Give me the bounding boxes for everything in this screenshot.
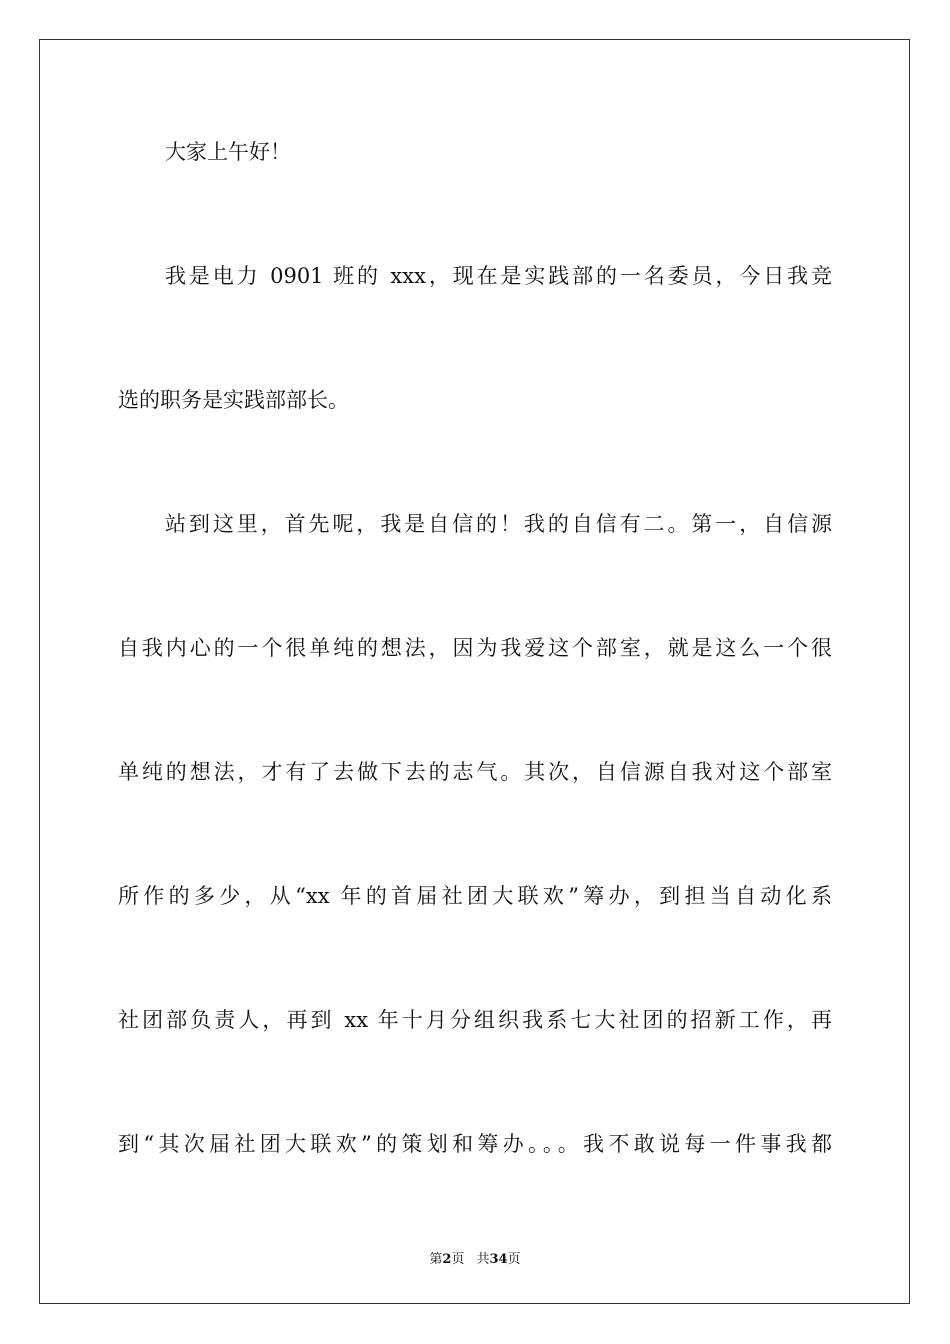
paragraph-intro-line-1: 我是电力 0901 班的 xxx，现在是实践部的一名委员，今日我竞 xyxy=(165,264,832,288)
footer-page-prefix: 第 xyxy=(429,1252,443,1267)
page-footer xyxy=(0,1248,950,1267)
paragraph-confidence-line-1: 站到这里，首先呢，我是自信的！我的自信有二。第一，自信源 xyxy=(165,512,832,536)
paragraph-confidence-line-6: 到“其次届社团大联欢”的策划和筹办。。。我不敢说每一件事我都 xyxy=(118,1132,832,1156)
paragraph-confidence-line-2: 自我内心的一个很单纯的想法，因为我爱这个部室，就是这么一个很 xyxy=(118,636,832,660)
footer-total-suffix: 页 xyxy=(507,1252,521,1267)
paragraph-greeting-line-1: 大家上午好！ xyxy=(165,140,291,164)
paragraph-confidence-line-5: 社团部负责人，再到 xx 年十月分组织我系七大社团的招新工作，再 xyxy=(118,1008,832,1032)
footer-page-number: 2 xyxy=(442,1252,452,1267)
paragraph-confidence-line-4: 所作的多少，从“xx 年的首届社团大联欢”筹办，到担当自动化系 xyxy=(118,884,832,908)
footer-total-pages: 34 xyxy=(489,1252,508,1267)
page-border xyxy=(39,39,910,1304)
paragraph-confidence-line-3: 单纯的想法，才有了去做下去的志气。其次，自信源自我对这个部室 xyxy=(118,760,832,784)
paragraph-intro-line-2: 选的职务是实践部部长。 xyxy=(118,388,349,412)
footer-page-suffix: 页 xyxy=(451,1252,465,1267)
footer-total-prefix: 共 xyxy=(476,1252,490,1267)
